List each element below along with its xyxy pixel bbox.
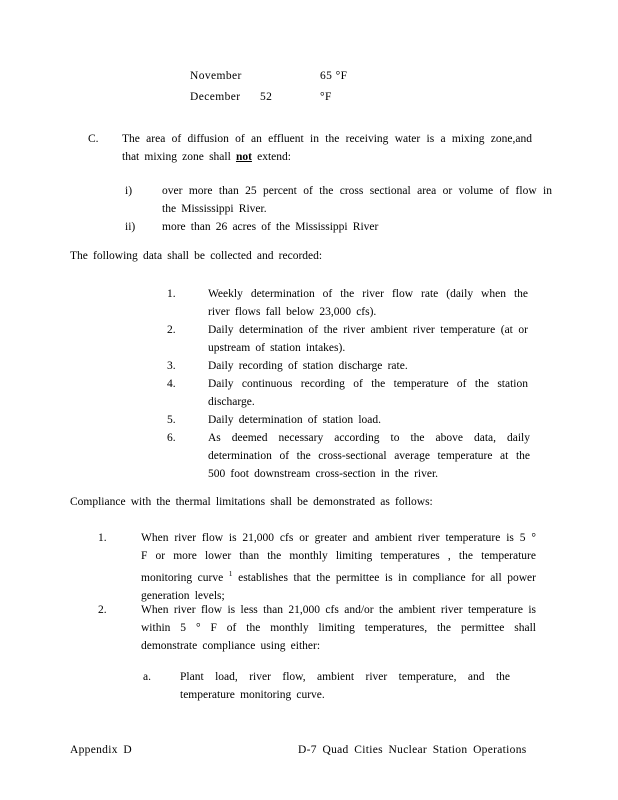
compliance-intro: Compliance with the thermal limitations shall be demonstrated as follows: — [70, 496, 433, 508]
month-label: December — [190, 91, 241, 103]
section-c-marker: C. — [88, 133, 99, 145]
list-item: over more than 25 percent of the cross sectional area or volume of flow in the Mississippi River. — [162, 185, 552, 215]
footnote-reference: 1 — [228, 569, 233, 578]
list-item-text: When river flow is 21,000 cfs or greater and ambient river temperature is 5 ° F or more lower than the monthly limiting temperatures , the temperature monitoring curve — [141, 532, 536, 584]
section-c-body: The area of diffusion of an effluent in the receiving water is a mixing zone,and that mixing zone shall — [122, 133, 532, 163]
section-c-body-after: extend: — [251, 151, 291, 163]
list-item: Daily determination of station load. — [208, 414, 382, 426]
list-item-marker: 4. — [167, 378, 176, 390]
section-c-emphasis: not — [235, 151, 252, 163]
list-item-marker: 2. — [167, 324, 176, 336]
list-item-marker: 6. — [167, 432, 176, 444]
list-item: As deemed necessary according to the above data, daily determination of the cross-sectional average temperature at the 500 foot downstream cross-section in the river. — [208, 432, 530, 480]
data-collection-intro: The following data shall be collected and recorded: — [70, 250, 323, 262]
list-item: Daily determination of the river ambient river temperature (at or upstream of station intakes). — [208, 324, 528, 354]
list-item-marker: 1. — [167, 288, 176, 300]
footer-page-info: D-7 Quad Cities Nuclear Station Operations — [298, 744, 527, 756]
footer-appendix: Appendix D — [70, 744, 133, 756]
temperature-value: 52 — [260, 91, 273, 103]
list-item-text-after: establishes that the permittee is in compliance for all power generation levels; — [141, 571, 536, 602]
list-item: When river flow is less than 21,000 cfs and/or the ambient river temperature is within 5 ° F of the monthly limiting temperatures, the permittee shall demonstrate compliance using either: — [141, 604, 536, 652]
list-item: Daily continuous recording of the temperature of the station discharge. — [208, 378, 528, 408]
list-item — [141, 529, 536, 605]
list-item-marker: 2. — [98, 604, 107, 616]
list-item-marker: ii) — [125, 221, 136, 233]
temperature-unit: 65 °F — [320, 70, 348, 82]
list-item-marker: 3. — [167, 360, 176, 372]
list-item: Plant load, river flow, ambient river temperature, and the temperature monitoring curve. — [180, 671, 510, 701]
temperature-unit: °F — [320, 91, 332, 103]
list-item-marker: a. — [143, 671, 151, 683]
list-item-marker: i) — [125, 185, 133, 197]
temperature-table — [190, 70, 440, 112]
month-label: November — [190, 70, 242, 82]
list-item-marker: 5. — [167, 414, 176, 426]
list-item-marker: 1. — [98, 532, 107, 544]
table-row — [190, 70, 440, 91]
list-item: more than 26 acres of the Mississippi River — [162, 221, 379, 233]
section-c-text — [122, 130, 532, 166]
list-item: Daily recording of station discharge rate. — [208, 360, 408, 372]
table-row — [190, 91, 440, 112]
list-item: Weekly determination of the river flow rate (daily when the river flows fall below 23,000 cfs). — [208, 288, 528, 318]
